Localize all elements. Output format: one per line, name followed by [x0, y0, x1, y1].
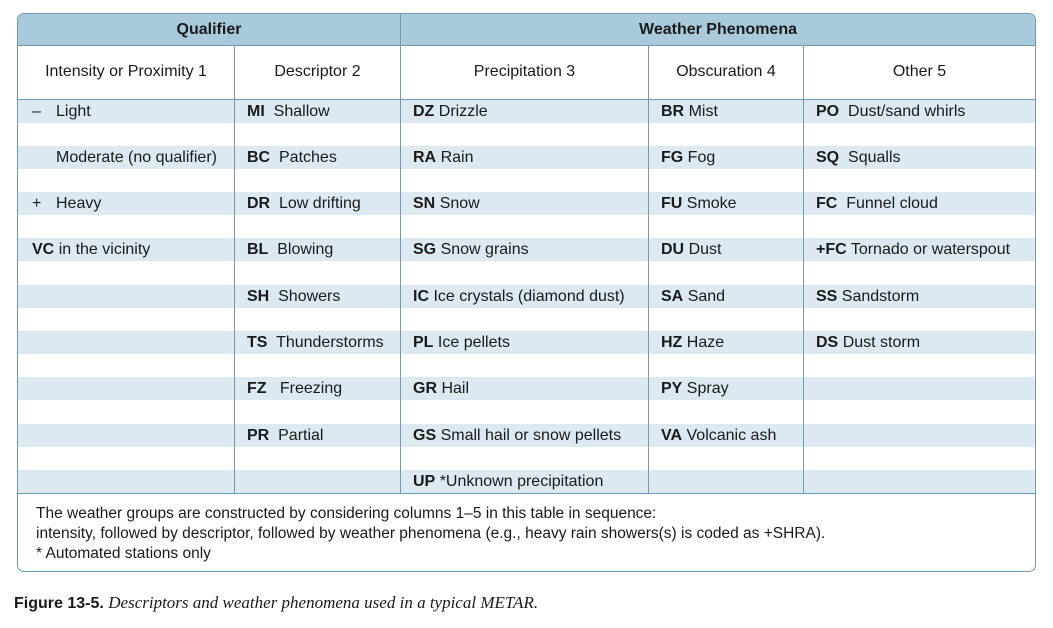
table-cell: DU Dust: [661, 241, 722, 258]
table-cell: DS Dust storm: [816, 334, 921, 351]
table-cell: SN Snow: [413, 195, 480, 212]
table-cell: SS Sandstorm: [816, 288, 920, 305]
table-cell: RA Rain: [413, 149, 474, 166]
divider: [803, 45, 804, 493]
table-cell: – Light: [32, 103, 91, 120]
divider: [18, 45, 1035, 46]
column-header: Other 5: [804, 45, 1035, 99]
footnote-line: The weather groups are constructed by considering columns 1–5 in this table in sequence:: [36, 505, 657, 522]
footnote-line: * Automated stations only: [36, 545, 211, 562]
table-cell: HZ Haze: [661, 334, 725, 351]
table-cell: BL Blowing: [247, 241, 334, 258]
table-footnote: [36, 504, 825, 564]
divider: [400, 14, 401, 493]
table-cell: UP *Unknown precipitation: [413, 473, 604, 490]
divider: [18, 493, 1035, 494]
table-cell: VC in the vicinity: [32, 241, 151, 258]
caption-label: Figure 13-5.: [14, 595, 104, 612]
column-header: Descriptor 2: [235, 45, 400, 99]
table-cell: SA Sand: [661, 288, 726, 305]
caption-text: Descriptors and weather phenomena used in a typical METAR.: [108, 593, 539, 612]
row-band: [18, 377, 1035, 400]
divider: [648, 45, 649, 493]
table-cell: GR Hail: [413, 380, 470, 397]
table-cell: +FC Tornado or waterspout: [816, 241, 1011, 258]
table-cell: + Heavy: [32, 195, 102, 212]
table-cell: BR Mist: [661, 103, 718, 120]
table-cell: IC Ice crystals (diamond dust): [413, 288, 625, 305]
table-cell: PY Spray: [661, 380, 729, 397]
table-cell: SQ Squalls: [816, 149, 901, 166]
table-cell: FZ Freezing: [247, 380, 343, 397]
qualifier-header: Qualifier: [18, 14, 400, 45]
footnote-line: intensity, followed by descriptor, followed by weather phenomena (e.g., heavy rain showers(s) is coded as +SHRA).: [36, 525, 826, 542]
table-cell: FG Fog: [661, 149, 716, 166]
metar-table: [17, 13, 1036, 572]
table-cell: FC Funnel cloud: [816, 195, 938, 212]
table-cell: PO Dust/sand whirls: [816, 103, 966, 120]
column-header: Precipitation 3: [401, 45, 648, 99]
table-cell: DZ Drizzle: [413, 103, 488, 120]
table-cell: VA Volcanic ash: [661, 427, 777, 444]
weather-phenomena-header: Weather Phenomena: [401, 14, 1035, 45]
table-cell: PR Partial: [247, 427, 324, 444]
table-cell: SG Snow grains: [413, 241, 529, 258]
table-cell: PL Ice pellets: [413, 334, 510, 351]
table-cell: MI Shallow: [247, 103, 330, 120]
column-header: Intensity or Proximity 1: [18, 45, 234, 99]
column-header: Obscuration 4: [649, 45, 803, 99]
table-cell: BC Patches: [247, 149, 337, 166]
table-cell: FU Smoke: [661, 195, 737, 212]
table-cell: Moderate (no qualifier): [56, 149, 217, 166]
table-cell: GS Small hail or snow pellets: [413, 427, 622, 444]
figure-caption: [14, 593, 538, 613]
table-cell: SH Showers: [247, 288, 341, 305]
table-cell: DR Low drifting: [247, 195, 361, 212]
divider: [234, 45, 235, 493]
table-cell: TS Thunderstorms: [247, 334, 384, 351]
